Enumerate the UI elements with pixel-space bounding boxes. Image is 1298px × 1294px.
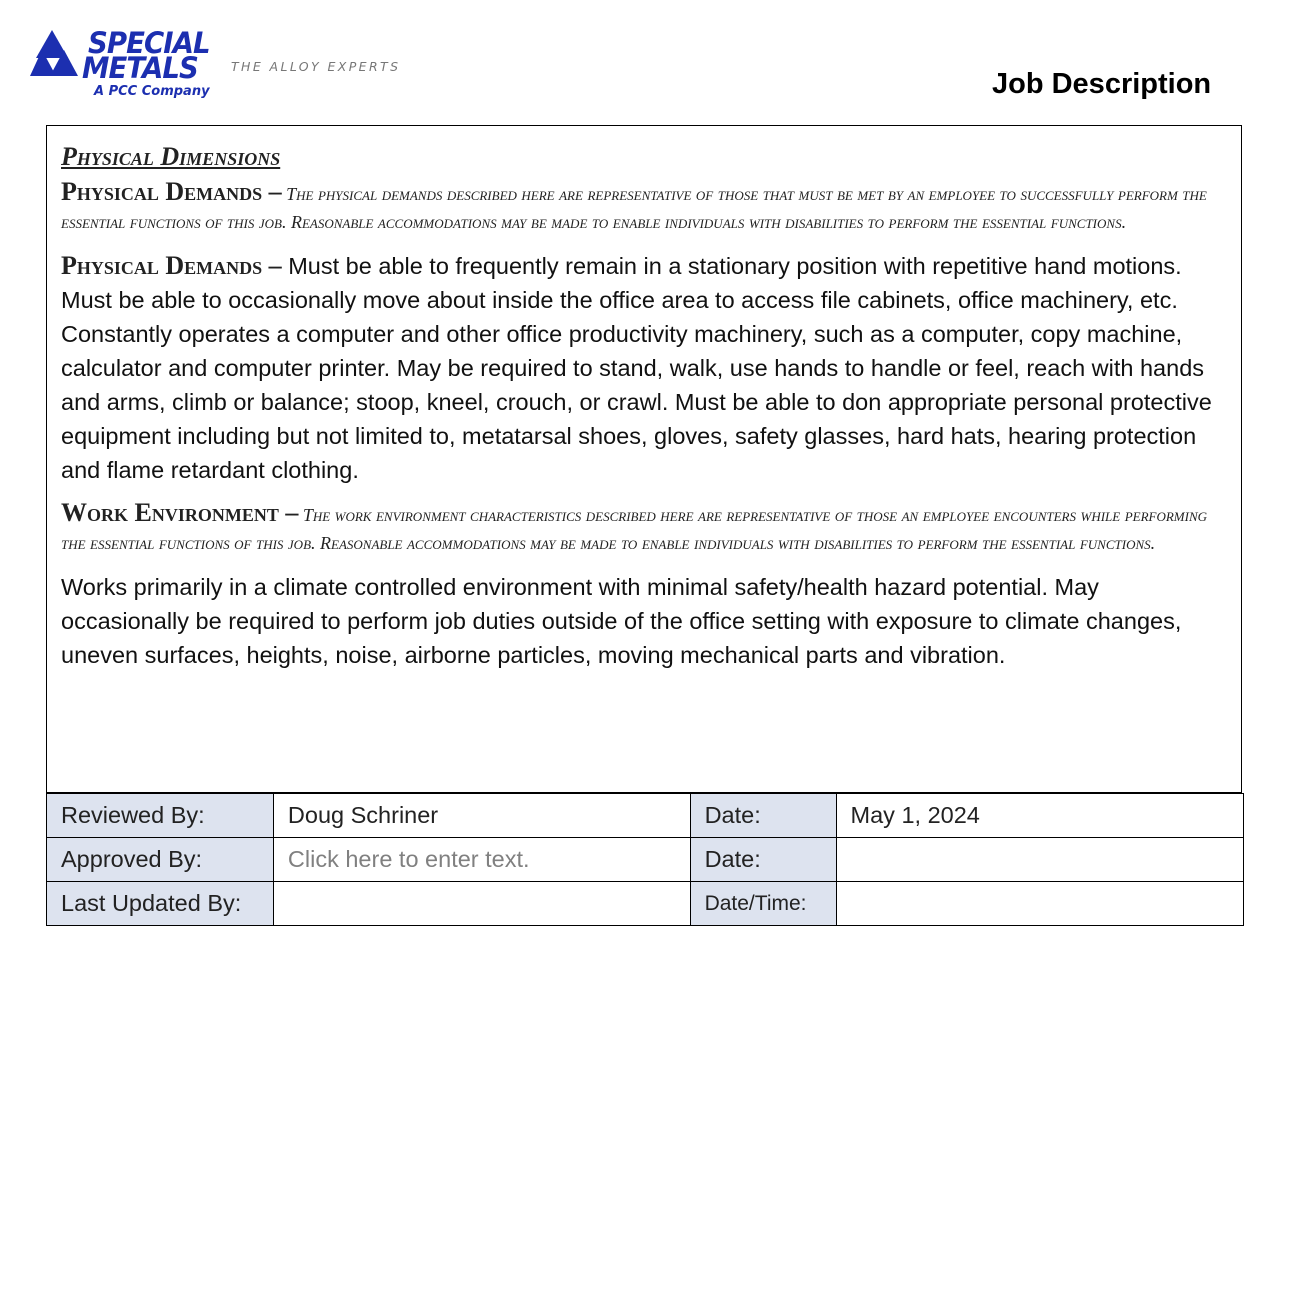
logo-company-text: A PCC Company [94, 84, 210, 99]
approved-date-field[interactable] [836, 838, 1243, 882]
work-environment-body: Works primarily in a climate controlled environment with minimal safety/health hazard potential. May occasionally be required to perform job duties outside of the office setting with exposure to climate changes, uneven surfaces, heights, noise, airborne particles, moving mechanical parts and vibration. [61, 574, 1182, 668]
section-title: Physical Dimensions [61, 142, 281, 171]
physical-dimensions-content [61, 140, 1229, 684]
work-environment-note-text: The work environment characteristics described here are representative of those an employee encounters while performing the essential functions of this job. Reasonable accommodations may be made to enable individuals with disabilities to perform the essential functions. [61, 505, 1208, 553]
physical-demands-body-text: Must be able to frequently remain in a stationary position with repetitive hand motions. Must be able to occasionally move about inside the office area to access file cabinets, office machinery, etc. Constantly operates a computer and other office productivity machinery, such as a computer, copy machine, calculator and computer printer. May be required to stand, walk, use hands to handle or feel, reach with hands and arms, climb or balance; stoop, kneel, crouch, or crawl. Must be able to don appropriate personal protective equipment including but not limited to, metatarsal shoes, gloves, safety glasses, hard hats, hearing protection and flame retardant clothing. [61, 253, 1212, 483]
reviewed-by-label: Reviewed By: [47, 794, 274, 838]
physical-demands-note-heading: Physical Demands – [61, 177, 282, 206]
physical-dimensions-box [46, 125, 1242, 793]
physical-demands-body [61, 249, 1229, 487]
signoff-row-reviewed [47, 794, 1244, 838]
reviewed-by-field[interactable]: Doug Schriner [273, 794, 690, 838]
logo-word-metals: METALS [82, 51, 198, 85]
physical-demands-body-heading: Physical Demands – [61, 251, 282, 280]
page-title: Job Description [992, 68, 1212, 100]
last-updated-field[interactable] [273, 882, 690, 926]
logo-triangle-icon [30, 28, 90, 80]
signoff-table [46, 793, 1244, 926]
logo-word-special: SPECIAL [88, 26, 210, 60]
logo-tagline: THE ALLOY EXPERTS [231, 59, 401, 74]
datetime-label: Date/Time: [690, 882, 836, 926]
physical-demands-note [61, 178, 1229, 237]
reviewed-date-field[interactable]: May 1, 2024 [836, 794, 1243, 838]
last-updated-label: Last Updated By: [47, 882, 274, 926]
approved-by-label: Approved By: [47, 838, 274, 882]
reviewed-date-label: Date: [690, 794, 836, 838]
datetime-field[interactable] [836, 882, 1243, 926]
physical-demands-note-text: The physical demands described here are representative of those that must be met by an employee to successfully perform the essential functions of this job. Reasonable accommodations may be made to enable individuals with disabilities to perform the essential functions. [61, 184, 1207, 232]
signoff-row-last-updated [47, 882, 1244, 926]
work-environment-note-heading: Work Environment – [61, 498, 299, 527]
company-logo [30, 26, 460, 106]
approved-date-label: Date: [690, 838, 836, 882]
work-environment-note [61, 499, 1229, 558]
approved-by-field[interactable]: Click here to enter text. [273, 838, 690, 882]
signoff-row-approved [47, 838, 1244, 882]
